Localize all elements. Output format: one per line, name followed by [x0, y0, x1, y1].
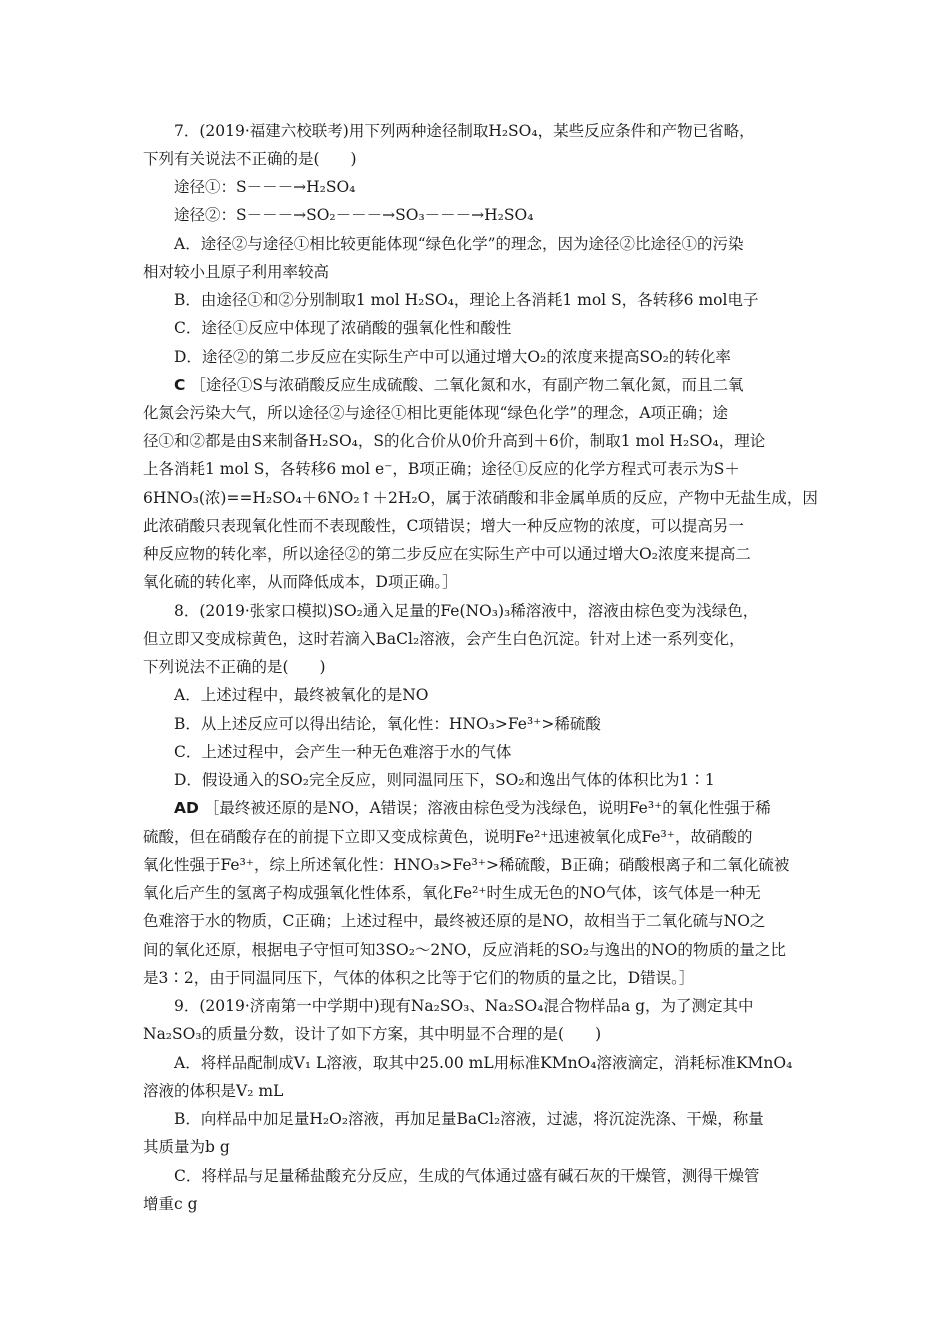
q8-option-d: D．假设通入的SO₂完全反应，则同温同压下，SO₂和逸出气体的体积比为1∶1: [174, 771, 715, 789]
q9-option-a-line-1: A．将样品配制成V₁ L溶液，取其中25.00 mL用标准KMnO₄溶液滴定，消耗标准KMnO₄: [174, 1054, 793, 1072]
q8-explanation-line-2: 硫酸，但在硝酸存在的前提下立即又变成棕黄色，说明Fe²⁺迅速被氧化成Fe³⁺，故硝酸的: [143, 828, 753, 846]
q7-explanation-line-4: 上各消耗1 mol S，各转移6 mol e⁻，B项正确；途径①反应的化学方程式可表示为S＋: [143, 460, 740, 478]
q7-option-a-line-2: 相对较小且原子利用率较高: [143, 263, 330, 281]
q7-explanation-line-2: 化氮会污染大气，所以途径②与途径①相比更能体现“绿色化学”的理念，A项正确；途: [143, 404, 729, 422]
q7-stem-line-2: 下列有关说法不正确的是( ): [143, 150, 357, 168]
q8-stem-line-1: 8．(2019·张家口模拟)SO₂通入足量的Fe(NO₃)₃稀溶液中，溶液由棕色变为浅绿色，: [174, 602, 759, 620]
q9-option-b-line-2: 其质量为b g: [143, 1138, 230, 1156]
q8-explanation-text-1: ［最终被还原的是NO，A错误；溶液由棕色受为浅绿色，说明Fe³⁺的氧化性强于稀: [203, 799, 771, 817]
q9-option-c-line-2: 增重c g: [143, 1195, 198, 1213]
q9-stem-line-2: Na₂SO₃的质量分数，设计了如下方案，其中明显不合理的是( ): [143, 1025, 602, 1043]
q7-explanation-text-1: ［途径①S与浓硝酸反应生成硫酸、二氧化氮和水，有副产物二氧化氮，而且二氧: [190, 376, 744, 394]
q7-explanation-line-8: 氧化硫的转化率，从而降低成本，D项正确。］: [143, 573, 458, 591]
q7-explanation-line-3: 径①和②都是由S来制备H₂SO₄，S的化合价从0价升高到＋6价，制取1 mol H₂SO₄，理论: [143, 432, 766, 450]
q7-option-b: B．由途径①和②分别制取1 mol H₂SO₄，理论上各消耗1 mol S，各转移6 mol电子: [174, 291, 759, 309]
q8-explanation-line-7: 是3∶2，由于同温同压下，气体的体积之比等于它们的物质的量之比，D错误。］: [143, 969, 695, 987]
q7-route-1: 途径①：S－－－→H₂SO₄: [174, 178, 356, 196]
q9-option-c-line-1: C．将样品与足量稀盐酸充分反应，生成的气体通过盛有碱石灰的干燥管，测得干燥管: [174, 1167, 760, 1185]
q7-answer: C: [174, 376, 186, 394]
q7-option-a-line-1: A．途径②与途径①相比较更能体现“绿色化学”的理念，因为途径②比途径①的污染: [174, 235, 744, 253]
q9-stem-line-1: 9．(2019·济南第一中学期中)现有Na₂SO₃、Na₂SO₄混合物样品a g，为了测定其中: [174, 997, 754, 1015]
q8-stem-line-2: 但立即又变成棕黄色，这时若滴入BaCl₂溶液，会产生白色沉淀。针对上述一系列变化，: [143, 630, 745, 648]
q7-explanation-line-6: 此浓硝酸只表现氧化性而不表现酸性，C项错误；增大一种反应物的浓度，可以提高另一: [143, 517, 744, 535]
q7-option-c: C．途径①反应中体现了浓硝酸的强氧化性和酸性: [174, 319, 512, 337]
q9-option-a-line-2: 溶液的体积是V₂ mL: [143, 1082, 284, 1100]
q8-explanation-line-6: 间的氧化还原，根据电子守恒可知3SO₂～2NO，反应消耗的SO₂与逸出的NO的物质的量之比: [143, 941, 786, 959]
q8-stem-line-3: 下列说法不正确的是( ): [143, 658, 326, 676]
q8-explanation-line-1: [174, 798, 771, 818]
q7-explanation-line-1: [174, 375, 743, 395]
q8-explanation-line-5: 色难溶于水的物质，C正确；上述过程中，最终被还原的是NO，故相当于二氧化硫与NO之: [143, 912, 766, 930]
q7-explanation-line-7: 种反应物的转化率，所以途径②的第二步反应在实际生产中可以通过增大O₂浓度来提高二: [143, 545, 751, 563]
q8-explanation-line-4: 氧化后产生的氢离子构成强氧化性体系，氧化Fe²⁺时生成无色的NO气体，该气体是一种无: [143, 884, 761, 902]
q8-answer: AD: [174, 799, 199, 817]
q7-explanation-line-5: 6HNO₃(浓)==H₂SO₄＋6NO₂↑＋2H₂O，属于浓硝酸和非金属单质的反应，产物中无盐生成，因: [143, 489, 818, 507]
q9-option-b-line-1: B．向样品中加足量H₂O₂溶液，再加足量BaCl₂溶液，过滤，将沉淀洗涤、干燥，称量: [174, 1110, 764, 1128]
q7-stem-line-1: 7．(2019·福建六校联考)用下列两种途径制取H₂SO₄，某些反应条件和产物已省略，: [174, 122, 755, 140]
q8-option-b: B．从上述反应可以得出结论，氧化性：HNO₃>Fe³⁺>稀硫酸: [174, 715, 601, 733]
q8-explanation-line-3: 氧化性强于Fe³⁺，综上所述氧化性：HNO₃>Fe³⁺>稀硫酸，B正确；硝酸根离子和二氧化硫被: [143, 856, 790, 874]
q7-option-d: D．途径②的第二步反应在实际生产中可以通过增大O₂的浓度来提高SO₂的转化率: [174, 348, 731, 366]
q8-option-a: A．上述过程中，最终被氧化的是NO: [174, 686, 429, 704]
q8-option-c: C．上述过程中，会产生一种无色难溶于水的气体: [174, 743, 512, 761]
q7-route-2: 途径②：S－－－→SO₂－－－→SO₃－－－→H₂SO₄: [174, 206, 534, 224]
